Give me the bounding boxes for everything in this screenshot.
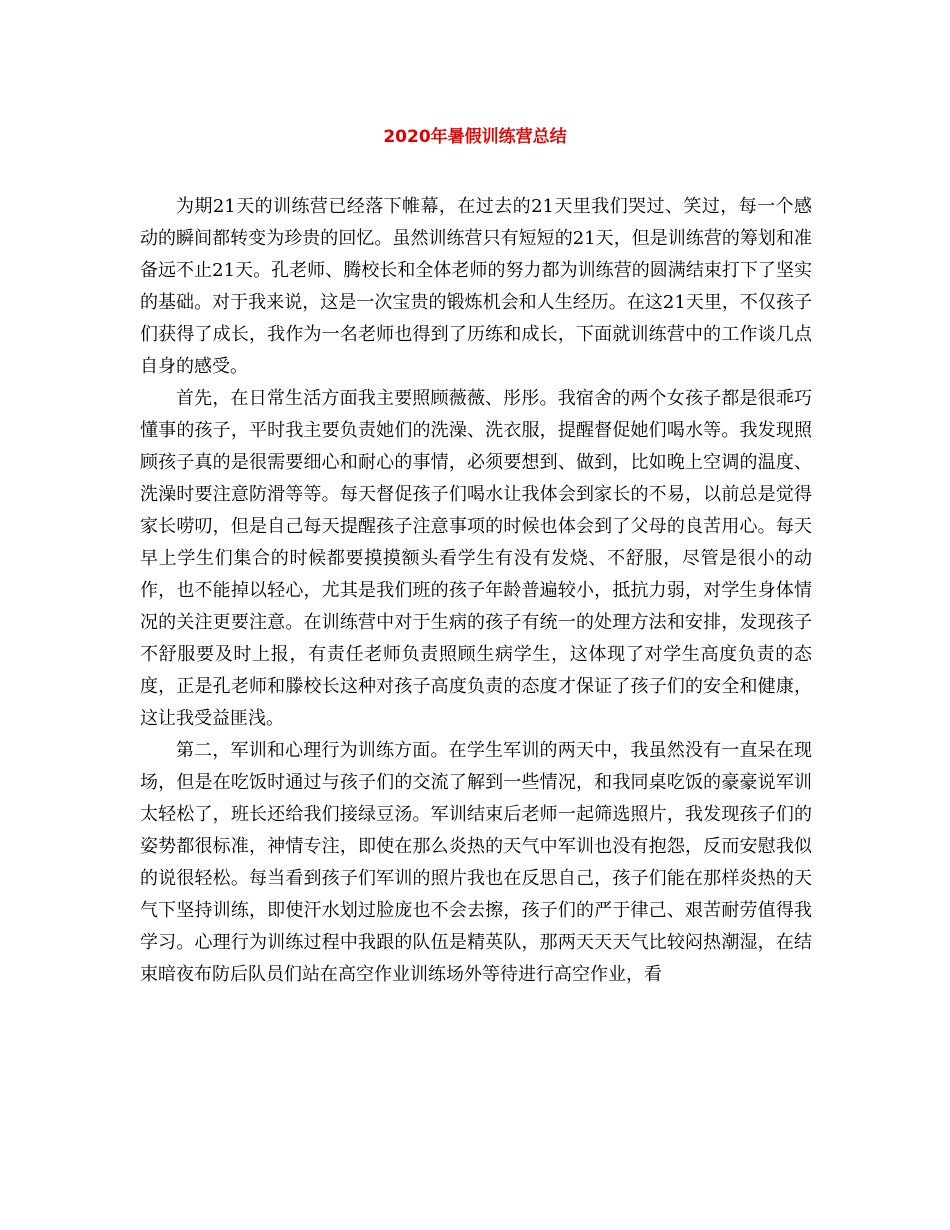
document-body xyxy=(140,191,812,991)
paragraph-3: 第二，军训和心理行为训练方面。在学生军训的两天中，我虽然没有一直呆在现场，但是在吃饭时通过与孩子们的交流了解到一些情况，和我同桌吃饭的豪豪说军训太轻松了，班长还给我们接绿豆汤。军训结束后老师一起筛选照片，我发现孩子们的姿势都很标准，神情专注，即使在那么炎热的天气中军训也没有抱怨，反而安慰我似的说很轻松。每当看到孩子们军训的照片我也在反思自己，孩子们能在那样炎热的天气下坚持训练，即使汗水划过脸庞也不会去擦，孩子们的严于律己、艰苦耐劳值得我学习。心理行为训练过程中我跟的队伍是精英队，那两天天天气比较闷热潮湿，在结束暗夜布防后队员们站在高空作业训练场外等待进行高空作业，看 xyxy=(140,740,812,985)
document-title: 2020年暑假训练营总结 xyxy=(383,127,567,147)
paragraph-1: 为期21天的训练营已经落下帷幕，在过去的21天里我们哭过、笑过，每一个感动的瞬间都转变为珍贵的回忆。虽然训练营只有短短的21天，但是训练营的筹划和准备远不止21天。孔老师、腾校长和全体老师的努力都为训练营的圆满结束打下了坚实的基础。对于我来说，这是一次宝贵的锻炼机会和人生经历。在这21天里，不仅孩子们获得了成长，我作为一名老师也得到了历练和成长，下面就训练营中的工作谈几点自身的感受。 xyxy=(140,196,812,377)
paragraph-2: 首先，在日常生活方面我主要照顾薇薇、彤彤。我宿舍的两个女孩子都是很乖巧懂事的孩子，平时我主要负责她们的洗澡、洗衣服，提醒督促她们喝水等。我发现照顾孩子真的是很需要细心和耐心的事情，必须要想到、做到，比如晚上空调的温度、洗澡时要注意防滑等等。每天督促孩子们喝水让我体会到家长的不易，以前总是觉得家长唠叨，但是自己每天提醒孩子注意事项的时候也体会到了父母的良苦用心。每天早上学生们集合的时候都要摸摸额头看学生有没有发烧、不舒服，尽管是很小的动作，也不能掉以轻心，尤其是我们班的孩子年龄普遍较小，抵抗力弱，对学生身体情况的关注更要注意。在训练营中对于生病的孩子有统一的处理方法和安排，发现孩子不舒服要及时上报，有责任老师负责照顾生病学生，这体现了对学生高度负责的态度，正是孔老师和滕校长这种对孩子高度负责的态度才保证了孩子们的安全和健康，这让我受益匪浅。 xyxy=(140,388,812,729)
